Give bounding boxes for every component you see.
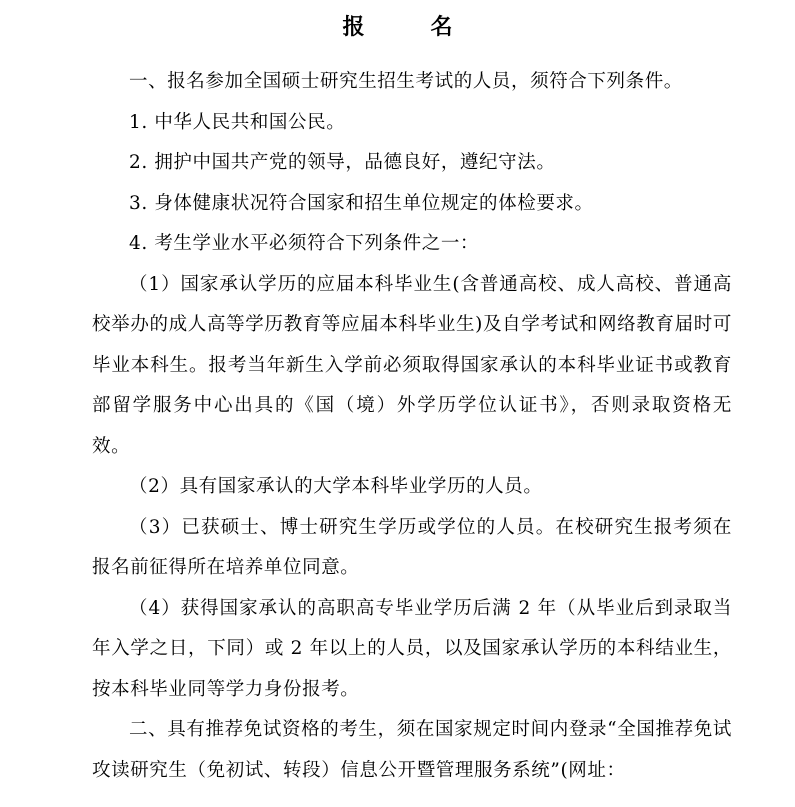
section-1-heading: 一、报名参加全国硕士研究生招生考试的人员，须符合下列条件。 [129,71,683,92]
condition-4-item-1: （1）国家承认学历的应届本科毕业生(含普通高校、成人高校、普通高校举办的成人高等学历教育等应届本科毕业生)及自学考试和网络教育届时可毕业本科生。报考当年新生入学前必须取得国家承认的本科毕业证书或教育部留学服务中心出具的《国（境）外学历学位认证书》，否则录取资格无效。 [92,273,732,457]
condition-4: 4. 考生学业水平必须符合下列条件之一： [129,233,480,254]
condition-4-item-2: （2）具有国家承认的大学本科毕业学历的人员。 [129,476,543,497]
condition-2: 2. 拥护中国共产党的领导，品德良好，遵纪守法。 [129,152,556,173]
condition-3: 3. 身体健康状况符合国家和招生单位规定的体检要求。 [129,192,594,214]
section-2-heading: 二、具有推荐免试资格的考生，须在国家规定时间内登录“全国推荐免试攻读研究生（免初试、转段）信息公开暨管理服务系统”(网址： [92,719,732,781]
document-body [92,62,732,791]
condition-4-item-4: （4）获得国家承认的高职高专毕业学历后满 2 年（从毕业后到录取当年入学之日，下同）或 2 年以上的人员，以及国家承认学历的本科结业生，按本科毕业同等学力身份报考。 [92,597,732,700]
condition-1: 1. 中华人民共和国公民。 [129,111,346,133]
document-title: 报 名 [342,14,475,40]
condition-4-item-3: （3）已获硕士、博士研究生学历或学位的人员。在校研究生报考须在报名前征得所在培养单位同意。 [92,516,732,578]
